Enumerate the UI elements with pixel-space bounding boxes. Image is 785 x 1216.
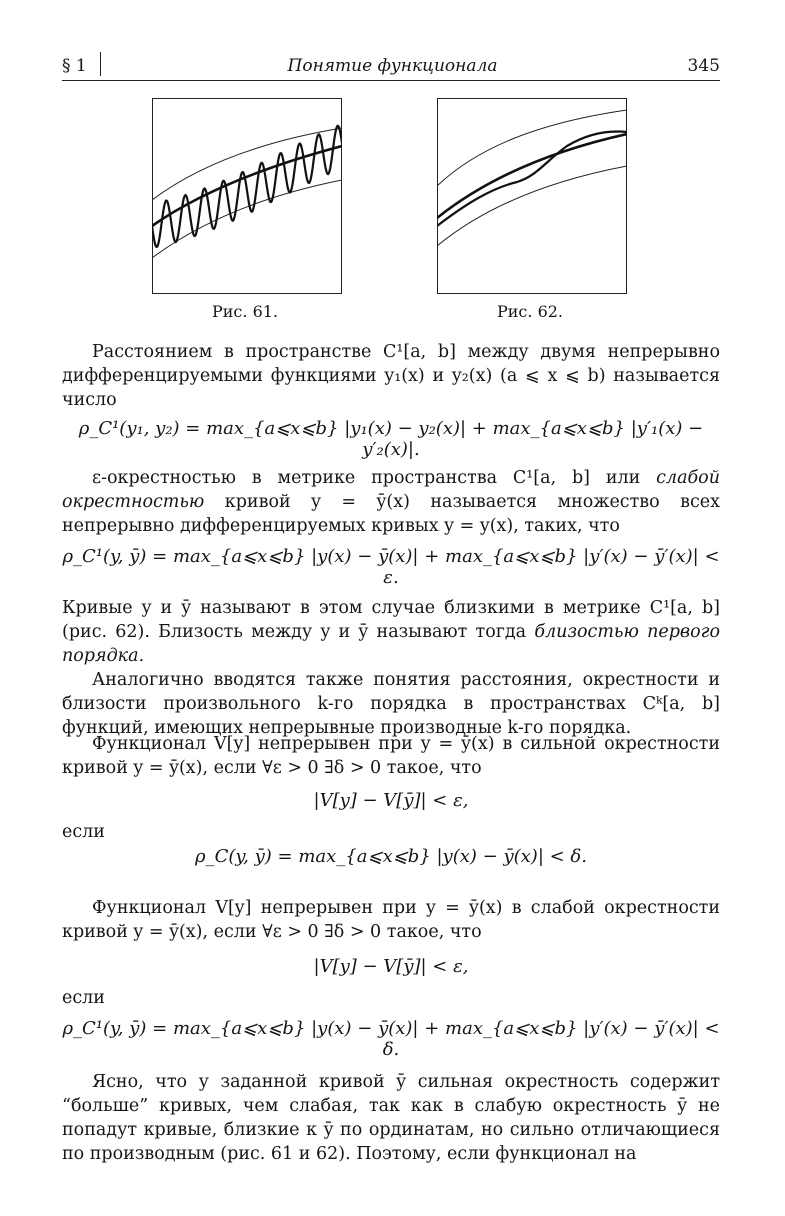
equation-strong-epsilon: |V[y] − V[ȳ]| < ε, — [313, 790, 469, 811]
equation-distance-c1: ρ_C¹(y₁, y₂) = max_{a⩽x⩽b} |y₁(x) − y₂(x)| + max_{a⩽x⩽b} |y′₁(x) − y′₂(x)|. — [78, 418, 704, 460]
weak-neighbourhood-term: слабой окрестностью — [62, 468, 720, 512]
paragraph-weak-continuity: Функционал V[y] непрерывен при y = ȳ(x) в слабой окрестности кривой y = ȳ(x), если ∀ε > 0 ∃δ > 0 такое, что — [62, 898, 720, 942]
word-if-2: если — [62, 988, 105, 1008]
weak-neighbourhood-text-end: кривой y = ȳ(x) называется множество всех непрерывно дифференцируемых кривых y = y(x), таких, что — [62, 492, 720, 536]
equation-weak-delta: ρ_C¹(y, ȳ) = max_{a⩽x⩽b} |y(x) − ȳ(x)| + max_{a⩽x⩽b} |y′(x) − ȳ′(x)| < δ. — [62, 1018, 720, 1060]
paragraph-weak-neighbourhood — [62, 466, 720, 538]
proximity-text-start: Кривые y и ȳ называют в этом случае близкими в метрике C¹[a, b] (рис. 62). Близость между y и ȳ называют тогда — [62, 598, 720, 642]
weak-neighbourhood-text-start: ε-окрестностью в метрике пространства C¹[a, b] или — [92, 468, 657, 488]
equation-strong-delta: ρ_C(y, ȳ) = max_{a⩽x⩽b} |y(x) − ȳ(x)| < δ. — [195, 846, 587, 867]
paragraph-k-order: Аналогично вводятся также понятия расстояния, окрестности и близости произвольного k-го порядка в пространствах Cᵏ[a, b] функций, имеющих непрерывные производные k-го порядка. — [62, 670, 720, 738]
header-rule — [62, 80, 720, 81]
section-mark: § 1 — [62, 56, 87, 76]
equation-weak-neighbourhood: ρ_C¹(y, ȳ) = max_{a⩽x⩽b} |y(x) − ȳ(x)| + max_{a⩽x⩽b} |y′(x) − ȳ′(x)| < ε. — [62, 546, 720, 588]
equation-weak-epsilon: |V[y] − V[ȳ]| < ε, — [313, 956, 469, 977]
page-number: 345 — [687, 56, 720, 76]
figure-62 — [437, 98, 627, 294]
word-if-1: если — [62, 822, 105, 842]
paragraph-strong-continuity: Функционал V[y] непрерывен при y = ȳ(x) в сильной окрестности кривой y = ȳ(x), если ∀ε > 0 ∃δ > 0 такое, что — [62, 734, 720, 778]
paragraph-distance-definition: Расстоянием в пространстве C¹[a, b] между двумя непрерывно дифференцируемыми функциями y₁(x) и y₂(x) (a ⩽ x ⩽ b) называется число — [62, 342, 720, 410]
paragraph-first-order-proximity — [62, 596, 720, 668]
paragraph-conclusion: Ясно, что у заданной кривой ȳ сильная окрестность содержит “больше” кривых, чем слабая, так как в слабую окрестность ȳ не попадут кривые, близкие к ȳ по ординатам, но сильно отличающиеся по производным (рис. 61 и 62). Поэтому, если функционал на — [62, 1072, 720, 1164]
running-title: Понятие функционала — [287, 56, 498, 76]
first-order-proximity-term: близостью первого порядка. — [62, 622, 720, 666]
figure-61-caption: Рис. 61. — [212, 302, 279, 321]
figure-61 — [152, 98, 342, 294]
figure-62-caption: Рис. 62. — [497, 302, 564, 321]
